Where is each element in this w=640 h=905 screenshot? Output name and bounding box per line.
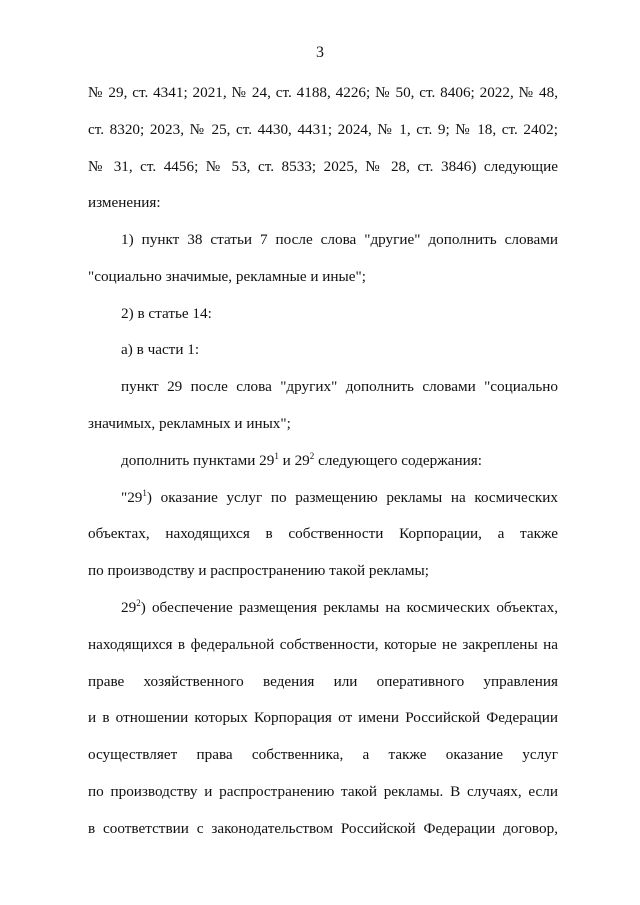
supplement-text-after: следующего содержания: — [314, 452, 482, 469]
item-text: обеспечение размещения рекламы на космических объектах, — [151, 599, 558, 616]
item-29-2-line — [121, 599, 558, 617]
superscript: 1 — [274, 451, 279, 461]
page-number: 3 — [316, 44, 324, 61]
item-label: $29^2$) — [121, 598, 146, 616]
text-line: объектах, находящихся в собственности Корпорации, а также — [88, 525, 558, 542]
item-label: "$29^1$) — [121, 488, 152, 506]
text-line: "социально значимые, рекламные и иные"; — [88, 268, 366, 285]
text-line: а) в части 1: — [121, 341, 200, 358]
text-line: 1) пункт 38 статьи 7 после слова "другие" дополнить словами — [121, 231, 558, 248]
text-line: ст. 8320; 2023, № 25, ст. 4430, 4431; 2024, № 1, ст. 9; № 18, ст. 2402; — [88, 121, 558, 138]
text-line: находящихся в федеральной собственности, которые не закреплены на — [88, 636, 558, 653]
text-line: значимых, рекламных и иных"; — [88, 415, 291, 432]
text-line: № 31, ст. 4456; № 53, ст. 8533; 2025, № 28, ст. 3846) следующие — [88, 158, 558, 175]
text-line: и в отношении которых Корпорация от имени Российской Федерации — [88, 709, 558, 726]
supplement-text-before: дополнить пунктами 29 — [121, 452, 275, 469]
text-line: по производству и распространению такой рекламы. В случаях, если — [88, 783, 558, 800]
text-line: праве хозяйственного ведения или оперативного управления — [88, 673, 558, 690]
item-29-1-line — [121, 489, 558, 507]
text-line: 2) в статье 14: — [121, 305, 212, 322]
supplement-line — [121, 452, 558, 470]
text-line: осуществляет права собственника, а также оказание услуг — [88, 746, 558, 763]
text-line: по производству и распространению такой рекламы; — [88, 562, 429, 579]
text-line: № 29, ст. 4341; 2021, № 24, ст. 4188, 4226; № 50, ст. 8406; 2022, № 48, — [88, 84, 558, 101]
text-line: изменения: — [88, 194, 161, 211]
item-text: оказание услуг по размещению рекламы на космических — [160, 489, 558, 506]
text-line: пункт 29 после слова "других" дополнить словами "социально — [121, 378, 558, 395]
superscript: 2 — [309, 451, 315, 461]
text-line: в соответствии с законодательством Российской Федерации договор, — [88, 820, 558, 837]
supplement-text-middle: и 29 — [278, 452, 310, 469]
